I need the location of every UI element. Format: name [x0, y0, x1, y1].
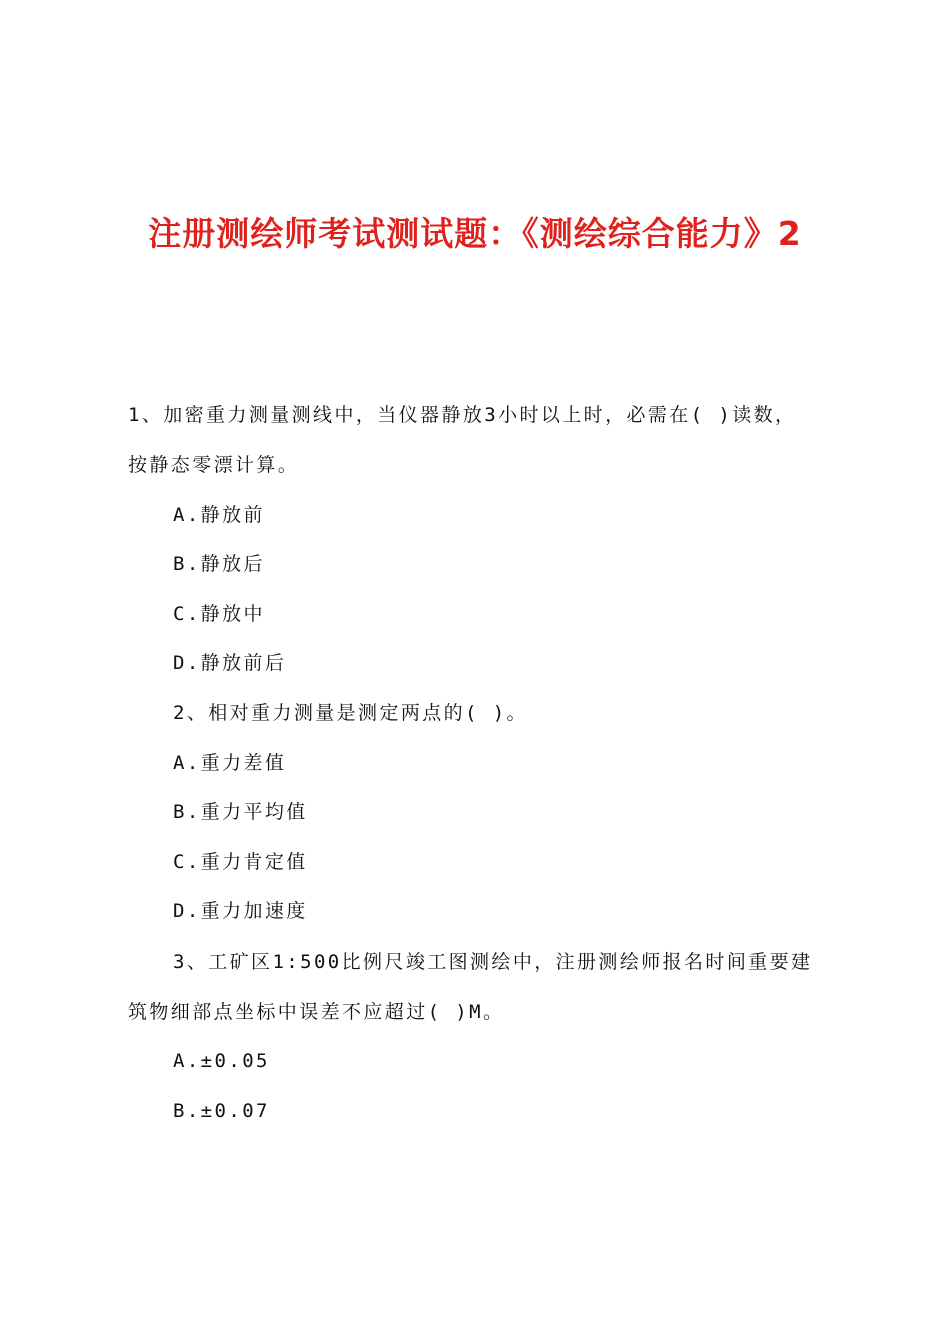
document-title: 注册测绘师考试测试题：《测绘综合能力》2 [148, 214, 802, 253]
question-2-option-c: C.重力肯定值 [173, 851, 308, 873]
question-2-line-1: 2、相对重力测量是测定两点的( )。 [173, 702, 528, 724]
question-3-option-a: A.±0.05 [173, 1050, 270, 1072]
question-2-option-d: D.重力加速度 [173, 900, 308, 922]
question-3-line-2: 筑物细部点坐标中误差不应超过( )M。 [128, 1001, 505, 1023]
question-1-option-c: C.静放中 [173, 603, 265, 625]
question-3-line-1: 3、工矿区1:500比例尺竣工图测绘中，注册测绘师报名时间重要建 [173, 951, 813, 973]
question-1-option-b: B.静放后 [173, 553, 265, 575]
question-2-option-a: A.重力差值 [173, 752, 287, 774]
question-1-option-d: D.静放前后 [173, 652, 287, 674]
question-3-option-b: B.±0.07 [173, 1100, 270, 1122]
question-1-line-1: 1、加密重力测量测线中，当仪器静放3小时以上时，必需在( )读数， [128, 404, 797, 426]
question-1-line-2: 按静态零漂计算。 [128, 454, 300, 476]
question-2-option-b: B.重力平均值 [173, 801, 308, 823]
question-1-option-a: A.静放前 [173, 504, 265, 526]
